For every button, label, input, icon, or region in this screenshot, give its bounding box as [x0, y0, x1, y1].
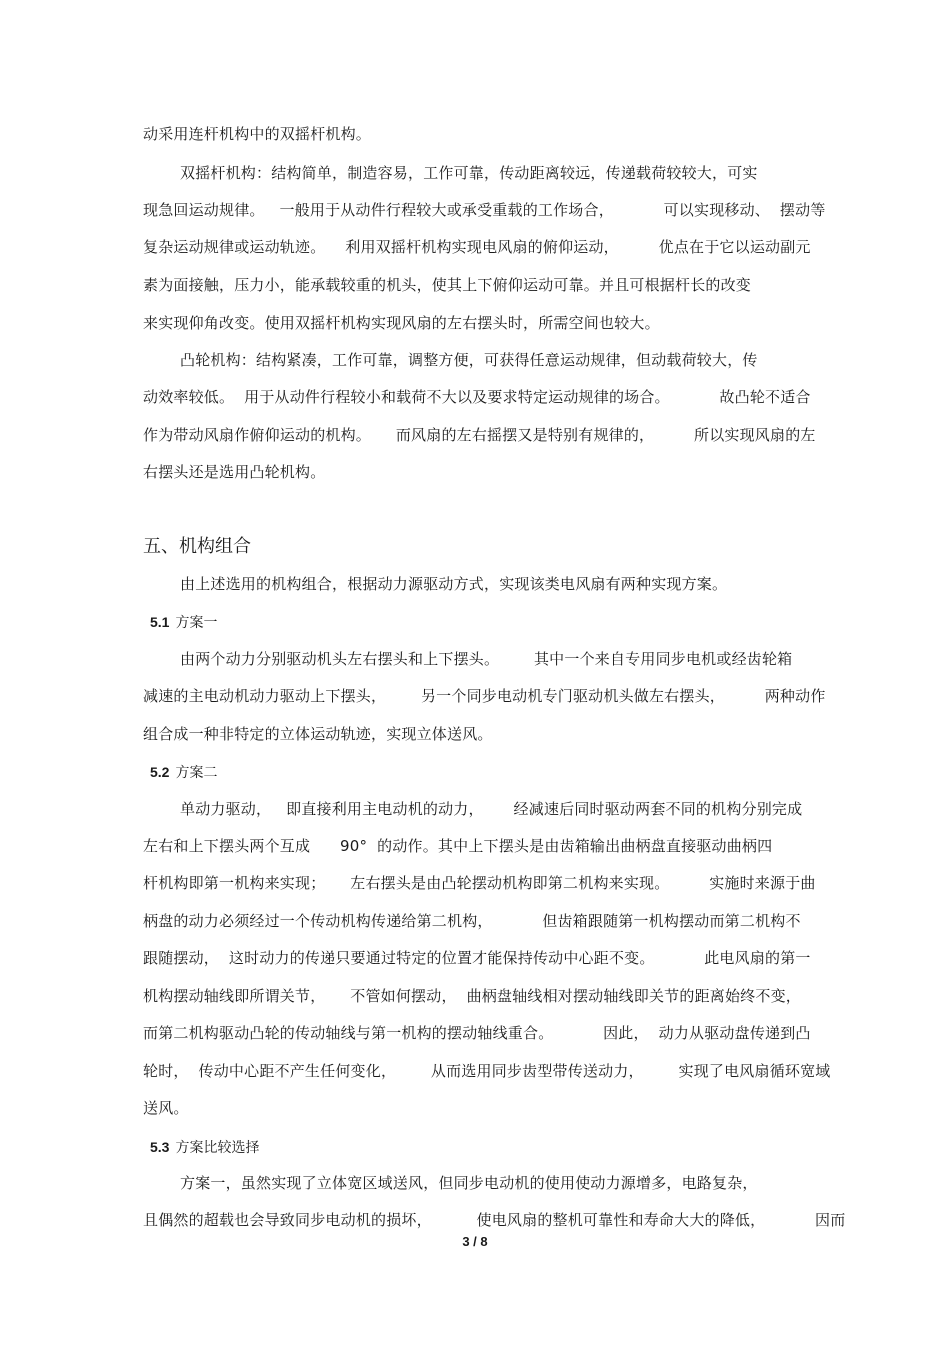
- subsection-title: 方案比较选择: [175, 1140, 260, 1156]
- text-line: 杆机构即第一机构来实现； 左右摆头是由凸轮摆动机构即第二机构来实现。 实施时来源于曲: [143, 874, 816, 892]
- section-intro: 由上述选用的机构组合，根据动力源驱动方式，实现该类电风扇有两种实现方案。: [180, 575, 728, 593]
- text-line: 左右和上下摆头两个互成 90° 的动作。其中上下摆头是由齿箱输出曲柄盘直接驱动曲柄四: [143, 837, 773, 855]
- text-line: 轮时， 传动中心距不产生任何变化， 从而选用同步齿型带传送动力， 实现了电风扇循环宽域: [143, 1062, 831, 1080]
- text-line: 跟随摆动， 这时动力的传递只要通过特定的位置才能保持传动中心距不变。 此电风扇的第一: [143, 949, 811, 967]
- subsection-title: 方案一: [175, 615, 218, 631]
- text-line: 双摇杆机构：结构简单，制造容易，工作可靠，传动距离较远，传递载荷较较大，可实: [180, 164, 758, 182]
- text-line: 而第二机构驱动凸轮的传动轴线与第一机构的摆动轴线重合。 因此， 动力从驱动盘传递到凸: [143, 1024, 811, 1042]
- subsection-number: 5.1: [150, 614, 170, 630]
- subsection-number: 5.2: [150, 764, 170, 780]
- text-line: 方案一，虽然实现了立体宽区域送风，但同步电动机的使用使动力源增多，电路复杂，: [180, 1174, 758, 1192]
- subsection-heading: [150, 762, 217, 783]
- text-line: 且偶然的超载也会导致同步电动机的损坏， 使电风扇的整机可靠性和寿命大大的降低， 因而: [143, 1211, 846, 1229]
- text-line: 柄盘的动力必须经过一个传动机构传递给第二机构， 但齿箱跟随第一机构摆动而第二机构不: [143, 912, 801, 930]
- subsection-title: 方案二: [175, 765, 218, 781]
- text-line: 右摆头还是选用凸轮机构。: [143, 463, 326, 481]
- text-line: 现急回运动规律。 一般用于从动件行程较大或承受重载的工作场合， 可以实现移动、 摆动等: [143, 201, 826, 219]
- text-line: 机构摆动轴线即所谓关节， 不管如何摆动， 曲柄盘轴线相对摆动轴线即关节的距离始终不变，: [143, 987, 801, 1005]
- text-line: 来实现仰角改变。使用双摇杆机构实现风扇的左右摆头时，所需空间也较大。: [143, 314, 660, 332]
- text-line: 凸轮机构：结构紧凑，工作可靠，调整方便，可获得任意运动规律，但动载荷较大，传: [180, 351, 758, 369]
- text-line: 动采用连杆机构中的双摇杆机构。: [143, 125, 372, 143]
- subsection-heading: [150, 1137, 259, 1158]
- subsection-heading: [150, 612, 217, 633]
- text-line: 作为带动风扇作俯仰运动的机构。 而风扇的左右摇摆又是特别有规律的， 所以实现风扇的左: [143, 426, 816, 444]
- section-title: 五、机构组合: [143, 536, 251, 557]
- text-line: 素为面接触，压力小，能承载较重的机头，使其上下俯仰运动可靠。并且可根据杆长的改变: [143, 276, 752, 294]
- page-number: 3 / 8: [462, 1234, 488, 1249]
- text-line: 减速的主电动机动力驱动上下摆头， 另一个同步电动机专门驱动机头做左右摆头， 两种动作: [143, 687, 826, 705]
- text-line: 动效率较低。 用于从动件行程较小和载荷不大以及要求特定运动规律的场合。 故凸轮不适合: [143, 388, 811, 406]
- subsection-number: 5.3: [150, 1139, 170, 1155]
- text-line: 送风。: [143, 1099, 189, 1117]
- text-line: 组合成一种非特定的立体运动轨迹，实现立体送风。: [143, 725, 493, 743]
- text-line: 由两个动力分别驱动机头左右摆头和上下摆头。 其中一个来自专用同步电机或经齿轮箱: [180, 650, 793, 668]
- text-line: 复杂运动规律或运动轨迹。 利用双摇杆机构实现电风扇的俯仰运动， 优点在于它以运动副元: [143, 238, 811, 256]
- text-line: 单动力驱动， 即直接利用主电动机的动力， 经减速后同时驱动两套不同的机构分别完成: [180, 800, 803, 818]
